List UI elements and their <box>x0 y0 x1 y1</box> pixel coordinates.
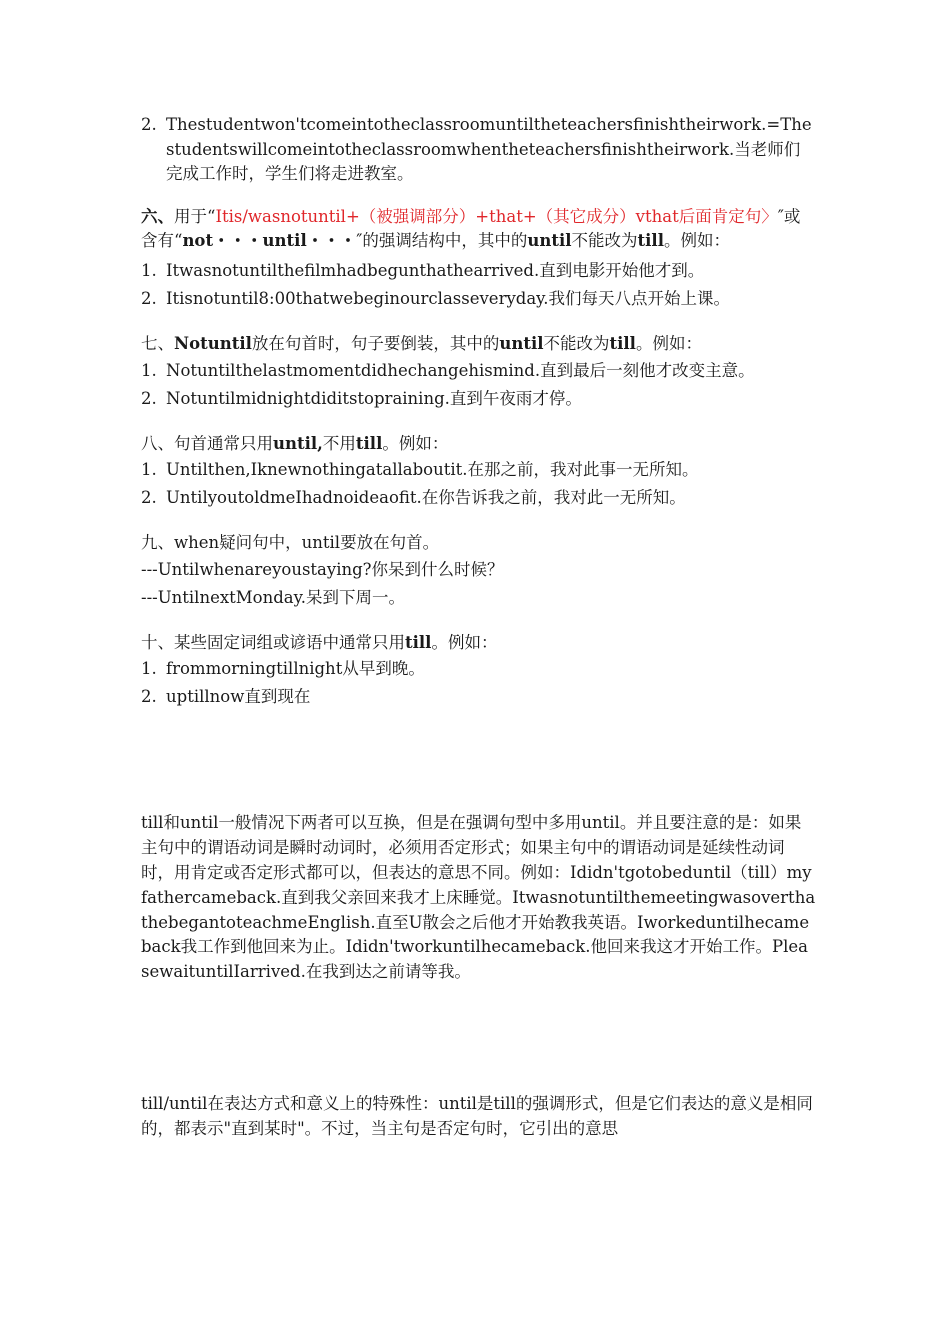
list-item: 1. Itwasnotuntilthefilmhadbegunthathearrived.直到电影开始他才到。 <box>141 260 705 280</box>
list-number: 2. <box>141 115 157 134</box>
section-8-heading: 八、句首通常只用until,不用till。例如： <box>141 433 449 453</box>
list-text: Thestudentwon'tcomeintotheclassroomuntiltheteachersfinishtheirwork.=Thestudentswillcomeintotheclassroomwhentheteachersfinishtheirwork.当老师们完成工作时，学生们将走进教室。 <box>166 115 812 184</box>
emphasis-pattern: Itis/wasnotuntil+（被强调部分）+that+（其它成分）vthat后面肯定句〉 <box>215 206 778 226</box>
document-page <box>141 113 816 1142</box>
list-item: 1. Untilthen,Iknewnothingatallaboutit.在那之前，我对此事一无所知。 <box>141 460 699 480</box>
dialog-line: ---Untilwhenareyoustaying?你呆到什么时候？ <box>141 559 504 579</box>
explanation-paragraph: till和until一般情况下两者可以互换，但是在强调句型中多用until。并且要注意的是：如果主句中的谓语动词是瞬时动词时，必须用否定形式；如果主句中的谓语动词是延续性动词时，用肯定或否定形式都可以，但表达的意思不同。例如：Ididn'tgotobeduntil（till）myfathercameback.直到我父亲回来我才上床睡觉。ItwasnotuntilthemeetingwasoverthathebegantoteachmeEnglish.直至U散会之后他才开始教我英语。Iworkeduntilhecameback我工作到他回来为止。Ididn'tworkuntilhecameback.他回来我这才开始工作。PleasewaituntilIarrived.在我到达之前请等我。 <box>141 813 816 982</box>
section-7-heading: 七、Notuntil放在句首时，句子要倒装，其中的until不能改为till。例如： <box>141 333 702 353</box>
section-6-number: 六、 <box>141 206 174 226</box>
list-item <box>141 113 816 187</box>
list-item: 1. Notuntilthelastmomentdidhechangehismind.直到最后一刻他才改变主意。 <box>141 360 755 380</box>
list-item: 2. uptillnow直到现在 <box>141 687 311 707</box>
section-10-heading: 十、某些固定词组或谚语中通常只用till。例如： <box>141 632 498 652</box>
list-item: 2. Notuntilmidnightdiditstopraining.直到午夜雨才停。 <box>141 388 582 408</box>
list-item: 2. UntilyoutoldmeIhadnoideaofit.在你告诉我之前，我对此一无所知。 <box>141 488 686 508</box>
section-6-heading: 六、用于“Itis/wasnotuntil+（被强调部分）+that+（其它成分）vthat后面肯定句〉″或含有“not・・・until・・・″的强调结构中，其中的until不能改为till。例如： <box>141 206 801 251</box>
section-9-heading: 九、when疑问句中，until要放在句首。 <box>141 533 440 553</box>
explanation-paragraph: till/until在表达方式和意义上的特殊性：until是till的强调形式，但是它们表达的意义是相同的，都表示"直到某时"。不过，当主句是否定句时，它引出的意思 <box>141 1093 813 1138</box>
list-item: 2. Itisnotuntil8:00thatwebeginourclasseveryday.我们每天八点开始上课。 <box>141 288 731 308</box>
list-item: 1. frommorningtillnight从早到晚。 <box>141 659 425 679</box>
dialog-line: ---UntilnextMonday.呆到下周一。 <box>141 587 405 607</box>
